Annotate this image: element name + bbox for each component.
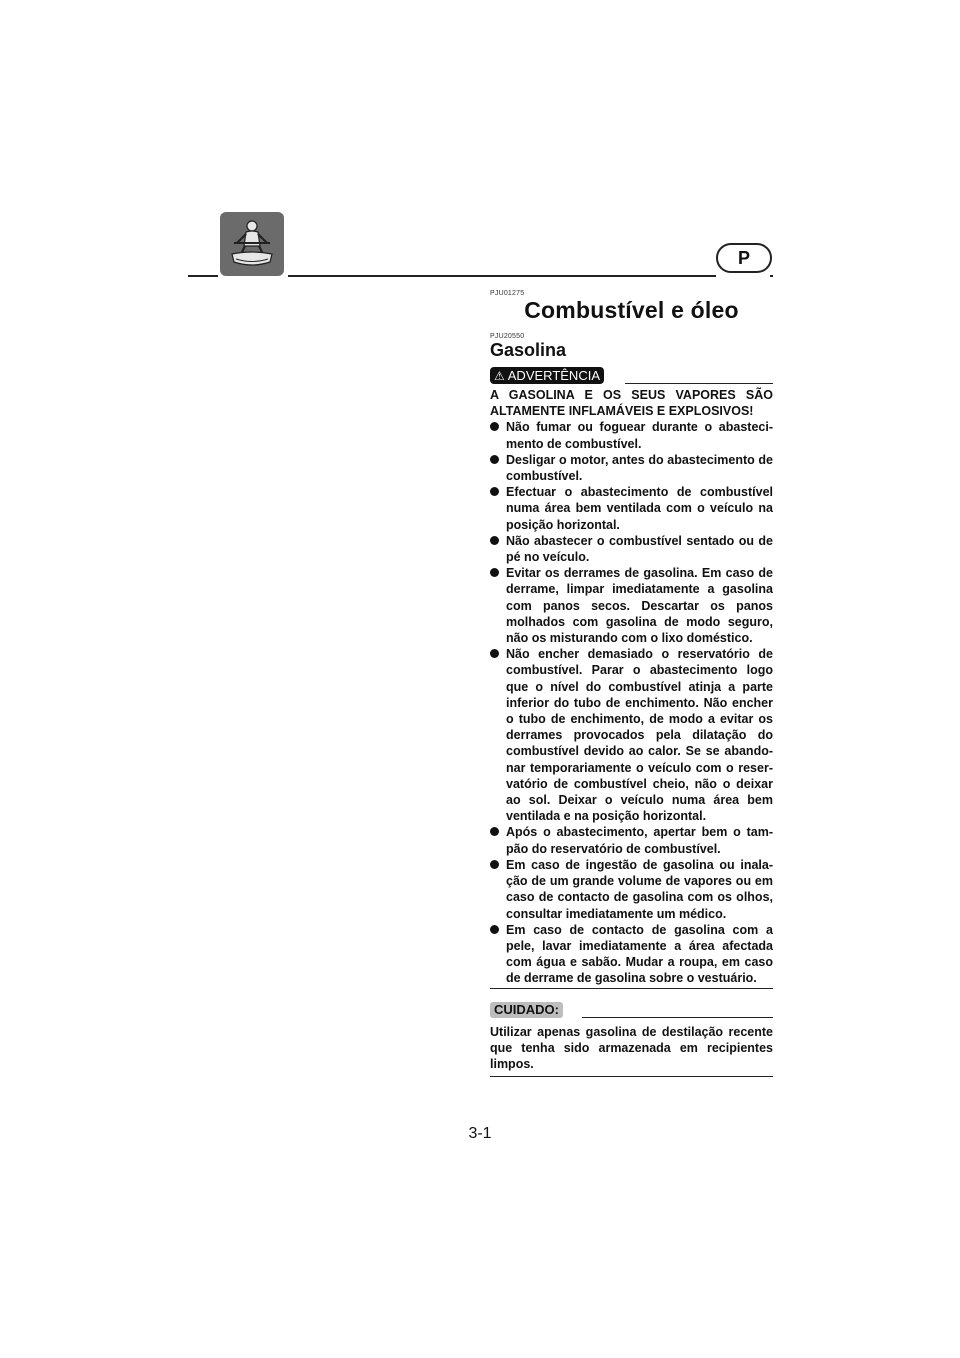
warning-list — [490, 419, 773, 986]
warning-item-text: Não fumar ou foguear durante o abasteci-mento de combustível. — [506, 420, 773, 451]
bullet-icon — [490, 649, 499, 658]
bullet-icon — [490, 536, 499, 545]
header-rule-end — [770, 275, 773, 277]
warning-item — [490, 452, 773, 484]
header-rule-right — [288, 275, 716, 277]
warning-triangle-icon: ⚠ — [494, 369, 505, 383]
subsection-title: Gasolina — [490, 340, 567, 360]
bullet-icon — [490, 827, 499, 836]
warning-item-text: Evitar os derrames de gasolina. Em caso de derrame, limpar imediatamente a gasolina com panos secos. Descartar os panos molhados com gasolina de modo seguro, não os misturando com o lixo doméstico. — [506, 566, 773, 646]
header-rule-left — [188, 275, 218, 277]
warning-item — [490, 857, 773, 922]
bullet-icon — [490, 925, 499, 934]
bullet-icon — [490, 422, 499, 431]
warning-intro: A GASOLINA E OS SEUS VAPORES SÃO ALTAMENTE INFLAMÁVEIS E EXPLOSIVOS! — [490, 388, 773, 419]
warning-item — [490, 533, 773, 565]
warning-item — [490, 646, 773, 824]
caution-bottom-rule — [490, 1076, 773, 1077]
warning-item-text: Não encher demasiado o reservatório de combustível. Parar o abastecimento logo que o nível do combustível atinja a parte inferior do tubo de enchimento. Não encher o tubo de enchimento, de modo a evitar os derrames provocados pela dilatação do combustível devido ao calor. Se se abando-nar temporariamente o veículo com o reser-vatório de combustível cheio, não o deixar ao sol. Deixar o veículo numa área bem ventilada e na posição horizontal. — [506, 647, 773, 824]
caution-header-rule — [582, 1017, 773, 1018]
warning-item — [490, 824, 773, 856]
warning-item-text: Em caso de ingestão de gasolina ou inala-ção de um grande volume de vapores ou em caso de contacto de gasolina com os olhos, consultar imediatamente um médico. — [506, 857, 773, 921]
caution-label: CUIDADO: — [490, 1002, 563, 1018]
warning-bottom-rule — [490, 988, 773, 989]
warning-item-text: Após o abastecimento, apertar bem o tam-pão do reservatório de combustível. — [506, 825, 773, 856]
warning-item-text: Desligar o motor, antes do abastecimento de combustível. — [506, 452, 773, 484]
warning-body — [490, 387, 773, 987]
bullet-icon — [490, 568, 499, 577]
warning-item — [490, 419, 773, 451]
page-number: 3-1 — [468, 1125, 492, 1142]
section-code: PJU01275 — [490, 290, 525, 297]
warning-item-text: Efectuar o abastecimento de combustível numa área bem ventilada com o veículo na posição horizontal. — [506, 485, 773, 532]
warning-header-rule — [625, 383, 773, 384]
rider-on-watercraft-icon — [220, 212, 284, 276]
warning-item-text: Em caso de contacto de gasolina com a pele, lavar imediatamente a área afectada com água e sabão. Mudar a roupa, em caso de derrame de gasolina sobre o vestuário. — [506, 922, 773, 986]
warning-label-box — [490, 367, 604, 384]
subsection-code: PJU20550 — [490, 333, 525, 340]
warning-label: ADVERTÊNCIA — [507, 368, 600, 383]
bullet-icon — [490, 860, 499, 869]
caution-text: Utilizar apenas gasolina de destilação recente que tenha sido armazenada em recipientes limpos. — [490, 1025, 773, 1072]
warning-item — [490, 484, 773, 533]
warning-item — [490, 565, 773, 646]
warning-item-text: Não abastecer o combustível sentado ou de pé no veículo. — [506, 533, 773, 565]
language-badge: P — [716, 243, 772, 273]
warning-item — [490, 922, 773, 987]
bullet-icon — [490, 455, 499, 464]
bullet-icon — [490, 487, 499, 496]
section-title: Combustível e óleo — [524, 297, 739, 323]
